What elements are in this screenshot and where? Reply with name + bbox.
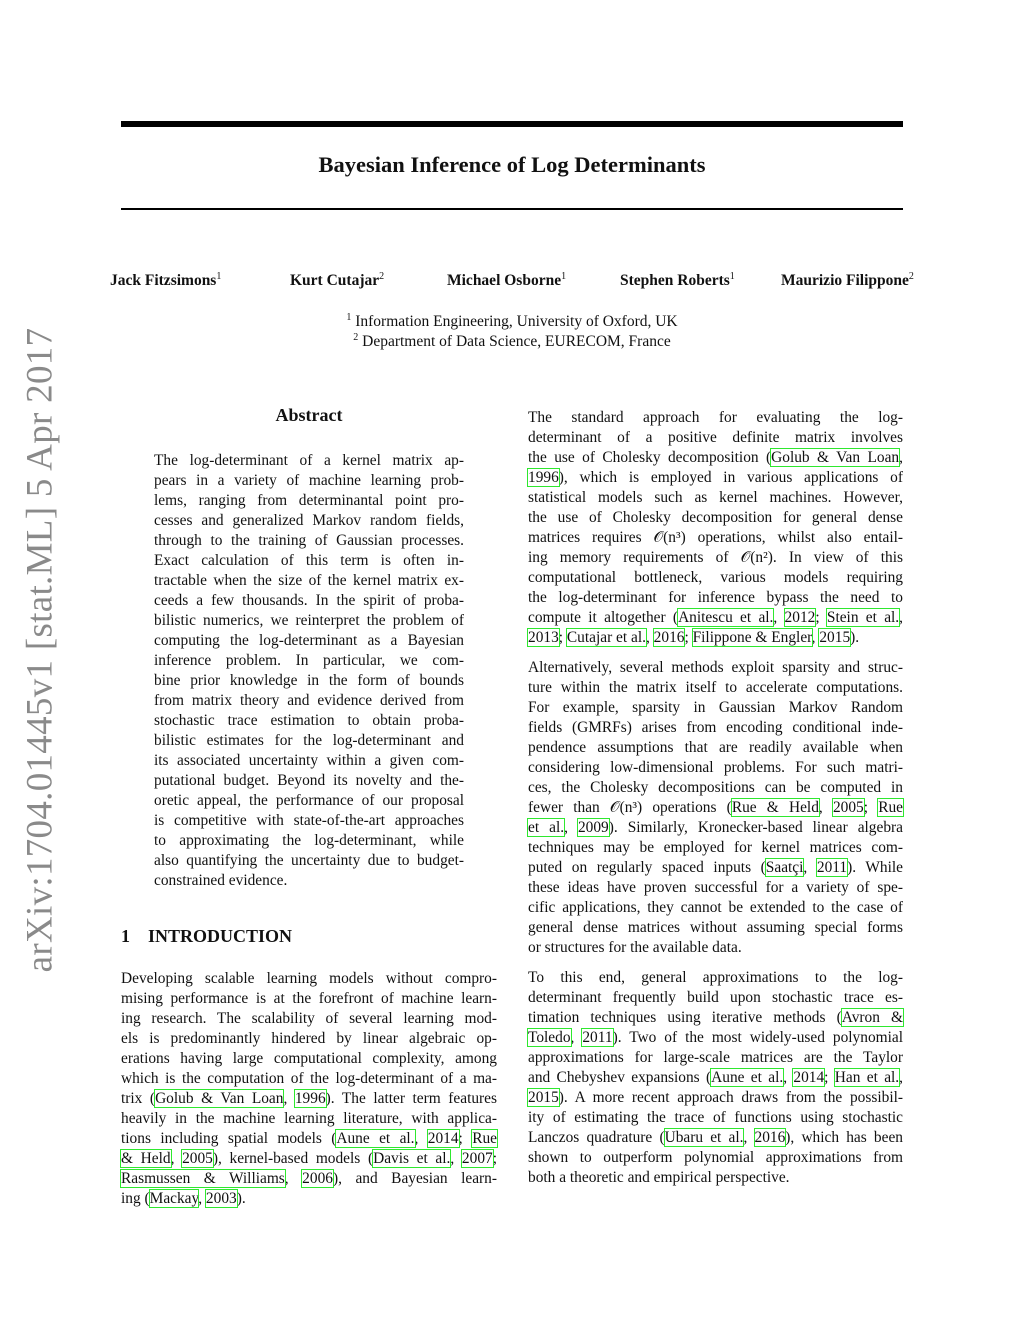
text-line: through to the training of Gaussian processes. — [154, 532, 464, 549]
text-line: 2015). A more recent approach draws from the possibil- — [528, 1089, 903, 1106]
text-line: Toledo, 2011). Two of the most widely-used polynomial — [528, 1029, 903, 1046]
author-name: Jack Fitzsimons — [110, 272, 217, 289]
text-line: For example, sparsity in Gaussian Markov Random — [528, 699, 903, 716]
citation-link[interactable]: Saatçi — [765, 859, 804, 876]
citation-link[interactable]: 2006 — [302, 1170, 333, 1187]
text-line: Exact calculation of this term is often in- — [154, 552, 464, 569]
author-name: Michael Osborne — [447, 272, 562, 289]
citation-link[interactable]: & Held — [121, 1150, 171, 1167]
citation-link[interactable]: Toledo — [528, 1029, 571, 1046]
citation-link[interactable]: Filippone & Engler — [692, 629, 812, 646]
text-line: its associated uncertainty within a given com- — [154, 752, 464, 769]
text-line: ity of estimating the trace of functions using stochastic — [528, 1109, 903, 1126]
citation-link[interactable]: 2003 — [205, 1190, 237, 1207]
text-line: also quantifying the uncertainty due to budget- — [154, 852, 464, 869]
text-line: or structures for the available data. — [528, 939, 742, 956]
author — [290, 271, 384, 290]
text-line: these ideas have proven successful for a variety of spe- — [528, 879, 903, 896]
section-title: INTRODUCTION — [148, 926, 293, 946]
citation-link[interactable]: 1996 — [528, 469, 559, 486]
arxiv-stamp: arXiv:1704.01445v1 [stat.ML] 5 Apr 2017 — [19, 327, 61, 973]
text-line: The log-determinant of a kernel matrix ap- — [154, 452, 464, 469]
affiliation — [0, 332, 1024, 351]
text-line: fewer than 𝒪(n³) operations (Rue & Held, 2005; Rue — [528, 799, 903, 816]
citation-link[interactable]: 1996 — [294, 1090, 326, 1107]
text-line: and Chebyshev expansions (Aune et al., 2014; Han et al., — [528, 1069, 904, 1086]
text-line: cific applications, they cannot be extended to the case of — [528, 899, 903, 916]
text-line: The standard approach for evaluating the log- — [528, 409, 903, 426]
author — [781, 271, 914, 290]
text-line: computational bottleneck, various models requiring — [528, 569, 903, 586]
text-line: techniques may be employed for kernel matrices com- — [528, 839, 903, 856]
text-line: mising performance is at the forefront of machine learn- — [121, 990, 497, 1007]
text-line: inference problem. In particular, we com- — [154, 652, 464, 669]
text-line: bilistic estimates for the log-determinant and — [154, 732, 464, 749]
text-line: timation techniques using iterative methods (Avron & — [528, 1009, 903, 1026]
text-line: compute it altogether (Anitescu et al., 2012; Stein et al., — [528, 609, 904, 626]
affiliation-mark: 2 — [379, 271, 385, 282]
author — [110, 271, 221, 290]
affiliation-mark: 1 — [561, 271, 567, 282]
text-line: ces, the Cholesky decompositions can be computed in — [528, 779, 903, 796]
citation-link[interactable]: Rasmussen & Williams — [121, 1170, 285, 1187]
citation-link[interactable]: Aune et al. — [336, 1130, 415, 1147]
text-line: pendence assumptions that are readily available when — [528, 739, 903, 756]
text-line: Developing scalable learning models without compro- — [121, 970, 497, 987]
text-line: determinant frequently build upon stochastic trace es- — [528, 989, 903, 1006]
text-line: constrained evidence. — [154, 872, 288, 889]
text-line: bine prior knowledge in the form of bounds — [154, 672, 464, 689]
text-line: determinant of a positive definite matrix involves — [528, 429, 903, 446]
text-line: Rasmussen & Williams, 2006), and Bayesian learn- — [121, 1170, 497, 1187]
citation-link[interactable]: 2011 — [816, 859, 848, 876]
abstract-heading: Abstract — [275, 405, 343, 425]
citation-link[interactable]: Mackay — [149, 1190, 199, 1207]
citation-link[interactable]: 2014 — [427, 1130, 459, 1147]
citation-link[interactable]: Rue — [878, 799, 903, 816]
text-line: els is predominantly hindered by linear algebraic op- — [121, 1030, 497, 1047]
citation-link[interactable]: Han et al. — [834, 1069, 900, 1086]
text-line: ture within the matrix itself to accelerate computations. — [528, 679, 903, 696]
text-line: cesses and generalized Markov random fields, — [154, 512, 464, 529]
author — [620, 271, 735, 290]
text-line: both a theoretic and empirical perspective. — [528, 1169, 790, 1186]
text-line: To this end, general approximations to the log- — [528, 969, 903, 986]
text-line: the log-determinant for inference bypass the need to — [528, 589, 903, 606]
citation-link[interactable]: 2012 — [784, 609, 816, 626]
citation-link[interactable]: Anitescu et al. — [678, 609, 774, 626]
abstract-body — [154, 451, 464, 891]
citation-link[interactable]: Avron & — [841, 1009, 903, 1026]
citation-link[interactable]: 2015 — [528, 1089, 559, 1106]
title-rule-bottom — [121, 208, 903, 210]
citation-link[interactable]: 2016 — [653, 629, 685, 646]
text-line: trix (Golub & Van Loan, 1996). The latter term features — [121, 1090, 497, 1107]
citation-link[interactable]: 2005 — [182, 1150, 213, 1167]
text-line: 2013; Cutajar et al., 2016; Filippone & Engler, 2015). — [528, 629, 860, 646]
text-line: statistical models such as kernel machines. However, — [528, 489, 903, 506]
text-line: tractable when the size of the kernel matrix ex- — [154, 572, 464, 589]
text-line: 1996), which is employed in various applications of — [528, 469, 903, 486]
text-line: ing research. The scalability of several learning mod- — [121, 1010, 497, 1027]
citation-link[interactable]: Rue & Held — [731, 799, 819, 816]
text-line: is competitive with state-of-the-art approaches — [154, 812, 464, 829]
right-paragraph-3 — [528, 968, 903, 1188]
affiliation-mark: 1 — [216, 271, 222, 282]
citation-link[interactable]: 2011 — [582, 1029, 613, 1046]
paper-title: Bayesian Inference of Log Determinants — [318, 152, 706, 177]
author-name: Maurizio Filippone — [781, 272, 909, 289]
affiliation — [0, 312, 1024, 331]
citation-link[interactable]: Rue — [472, 1130, 498, 1147]
text-line: the use of Cholesky decomposition for general dense — [528, 509, 903, 526]
citation-link[interactable]: Golub & Van Loan — [771, 449, 900, 466]
text-line: bilistic numerics, we reinterpret the problem of — [154, 612, 464, 629]
text-line: approximations for large-scale matrices are the Taylor — [528, 1049, 903, 1066]
text-line: matrices requires 𝒪(n³) operations, whilst also entail- — [528, 529, 903, 546]
text-line: puted on regularly spaced inputs (Saatçi, 2011). While — [528, 859, 903, 876]
text-line: Lanczos quadrature (Ubaru et al., 2016), which has been — [528, 1129, 903, 1146]
text-line: ing (Mackay, 2003). — [121, 1190, 246, 1207]
text-line: to approximating the log-determinant, while — [154, 832, 464, 849]
text-line: the use of Cholesky decomposition (Golub & Van Loan, — [528, 449, 903, 466]
text-line: & Held, 2005), kernel-based models (Davis et al., 2007; — [121, 1150, 497, 1167]
affiliation-mark: 2 — [908, 271, 914, 282]
citation-link[interactable]: 2007 — [461, 1150, 493, 1167]
text-line: pears in a variety of machine learning prob- — [154, 472, 464, 489]
text-line: et al., 2009). Similarly, Kronecker-based linear algebra — [528, 819, 903, 836]
citation-link[interactable]: Ubaru et al. — [664, 1129, 744, 1146]
citation-link[interactable]: Cutajar et al. — [566, 629, 646, 646]
text-line: computing the log-determinant as a Bayesian — [154, 632, 464, 649]
citation-link[interactable]: 2014 — [793, 1069, 825, 1086]
author-name: Stephen Roberts — [620, 272, 730, 289]
citation-link[interactable]: Golub & Van Loan — [155, 1090, 284, 1107]
text-line: shown to outperform polynomial approximations from — [528, 1149, 903, 1166]
affiliation-text: Department of Data Science, EURECOM, France — [362, 333, 671, 350]
right-paragraph-1 — [528, 408, 903, 648]
author — [447, 271, 566, 290]
text-line: erations having large computational complexity, among — [121, 1050, 497, 1067]
text-line: considering low-dimensional problems. For such matri- — [528, 759, 903, 776]
citation-link[interactable]: et al. — [528, 819, 565, 836]
text-line: Alternatively, several methods exploit sparsity and struc- — [528, 659, 903, 676]
text-line: ceeds a few thousands. In the spirit of proba- — [154, 592, 464, 609]
text-line: heavily in the machine learning literature, with applica- — [121, 1110, 497, 1127]
citation-link[interactable]: 2015 — [819, 629, 851, 646]
text-line: which is the computation of the log-determinant of a ma- — [121, 1070, 497, 1087]
citation-link[interactable]: 2016 — [754, 1129, 786, 1146]
text-line: stochastic trace estimation to obtain proba- — [154, 712, 464, 729]
text-line: ing memory requirements of 𝒪(n²). In view of this — [528, 549, 903, 566]
text-line: tions including spatial models (Aune et al., 2014; Rue — [121, 1130, 498, 1147]
text-line: putational budget. Beyond its novelty and the- — [154, 772, 464, 789]
right-paragraph-2 — [528, 658, 903, 958]
text-line: fields (GMRFs) arises from encoding conditional inde- — [528, 719, 903, 736]
affiliation-mark: 2 — [353, 332, 359, 343]
text-line: oretic appeal, the performance of our proposal — [154, 792, 464, 809]
text-line: general dense matrices without assuming special forms — [528, 919, 903, 936]
author-name: Kurt Cutajar — [290, 272, 380, 289]
citation-link[interactable]: 2009 — [577, 819, 609, 836]
text-line: from matrix theory and evidence derived from — [154, 692, 464, 709]
citation-link[interactable]: 2005 — [832, 799, 864, 816]
affiliation-mark: 1 — [346, 312, 352, 323]
citation-link[interactable]: Aune et al. — [711, 1069, 784, 1086]
text-line: lems, ranging from determinantal point pro- — [154, 492, 464, 509]
intro-paragraph — [121, 969, 497, 1209]
citation-link[interactable]: Stein et al. — [826, 609, 900, 626]
citation-link[interactable]: 2013 — [528, 629, 559, 646]
citation-link[interactable]: Davis et al. — [373, 1150, 451, 1167]
title-rule-top — [121, 121, 903, 127]
affiliation-mark: 1 — [729, 271, 735, 282]
section-heading — [121, 926, 292, 947]
section-number: 1 — [121, 926, 130, 946]
affiliation-text: Information Engineering, University of Oxford, UK — [355, 313, 678, 330]
